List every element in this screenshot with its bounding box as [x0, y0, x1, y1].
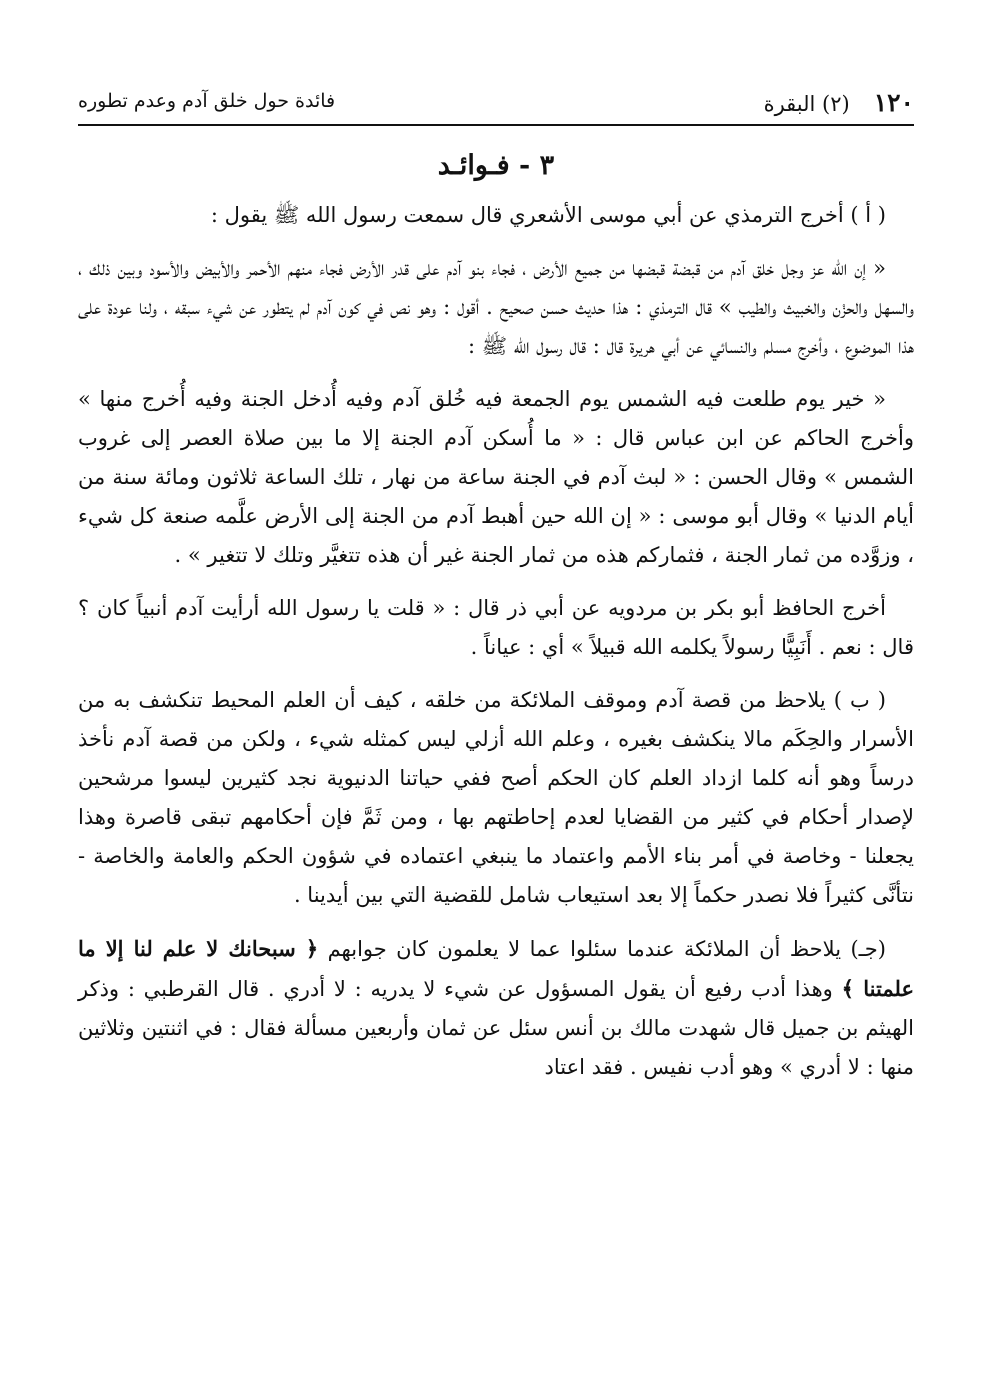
section-title: ٣ - فـوائـد [437, 150, 555, 181]
page-number: ١٢٠ [873, 88, 914, 117]
page [78, 82, 914, 1087]
paragraph-c [78, 929, 914, 1087]
paragraph-c-start: (جـ) يلاحظ أن الملائكة عندما سئلوا عما لا يعلمون كان جوابهم [327, 937, 886, 961]
quran-quote: ﴿ سبحانك لا علم لنا إلا ما علمتنا ﴾ [78, 936, 914, 1001]
header-right [764, 88, 914, 117]
paragraph-hadith-friday: « خير يوم طلعت فيه الشمس يوم الجمعة فيه خُلق آدم وفيه أُدخل الجنة وفيه أُخرج منها » وأخرج الحاكم عن ابن عباس قال : « ما أُسكن آدم الجنة إلا ما بين صلاة العصر إلى غروب الشمس » وقال الحسن : « لبث آدم في الجنة ساعة من نهار ، تلك الساعة ثلاثون ومائة سنة من أيام الدنيا » وقال أبو موسى : « إن الله حين أهبط آدم من الجنة إلى الأرض علَّمه صنعة كل شيء ، وزوَّده من ثمار الجنة ، فثماركم هذه من ثمار الجنة غير أن هذه تتغيَّر وتلك لا تتغير » . [78, 387, 914, 567]
running-title: فائدة حول خلق آدم وعدم تطوره [78, 90, 336, 112]
paragraph-hadith-creation: « إن الله عز وجل خلق آدم من قبضة قبضها من جميع الأرض ، فجاء بنو آدم على قدر الأرض فجاء منهم الأحمر والأبيض والأسود وبين ذلك ، والسهل والحزْن والخبيث والطيب » قال الترمذي : هذا حديث حسن صحيح . أقول : وهو نص في كون آدم لم يتطور عن شيء سبقه ، ولنا عودة على هذا الموضوع ، وأخرج مسلم والنسائي عن أبي هريرة قال : قال رسول الله ﷺ : [78, 256, 914, 358]
paragraph-c-end: وهذا أدب رفيع أن يقول المسؤول عن شيء لا يدريه : لا أدري . قال القرطبي : وذكر الهيثم بن جميل قال شهدت مالك بن أنس سئل عن ثمان وأربعين مسألة فقال : في اثنتين وثلاثين منها : لا أدري » وهو أدب نفيس . فقد اعتاد [78, 977, 914, 1079]
paragraph-b: ( ب ) يلاحظ من قصة آدم وموقف الملائكة من خلقه ، كيف أن العلم المحيط تنكشف به من الأسرار والحِكَم مالا ينكشف بغيره ، وعلم الله أزلي ليس كمثله شيء ، ولكن من قصة آدم نأخذ درساً وهو أنه كلما ازداد العلم كان الحكم أصح ففي حياتنا الدنيوية نجد كثيرين ليسوا مرشحين لإصدار أحكام في كثير من القضايا لعدم إحاطتهم بها ، ومن ثَمَّ فإن أحكامهم تبقى قاصرة وهذا يجعلنا - وخاصة في أمر بناء الأمم واعتماد ما ينبغي اعتماده في شؤون الحكم والعامة والخاصة - نتأنَّى كثيراً فلا نصدر حكماً إلا بعد استيعاب شامل للقضية التي بين أيدينا . [78, 688, 914, 907]
paragraph-a-intro: ( أ ) أخرج الترمذي عن أبي موسى الأشعري قال سمعت رسول الله ﷺ يقول : [210, 203, 886, 227]
surah-label: (٢) البقرة [763, 92, 850, 116]
paragraph-abu-dharr: أخرج الحافظ أبو بكر بن مردويه عن أبي ذر قال : « قلت يا رسول الله أرأيت آدم أنبياً كان ؟ قال : نعم . أَنَبِيًّا رسولاً يكلمه الله قبيلاً » أي : عياناً . [78, 596, 914, 659]
running-header [78, 82, 914, 126]
